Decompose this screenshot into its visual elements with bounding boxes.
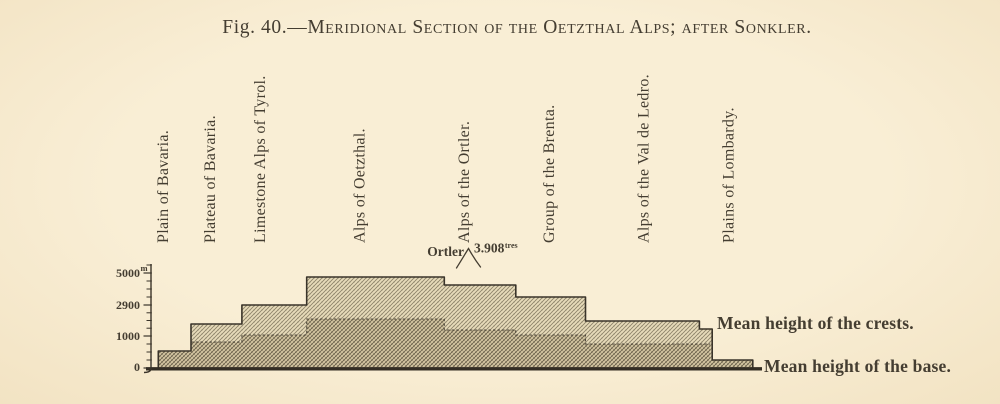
figure-title-main: Meridional Section of the Oetzthal Alps; after Sonkler.	[307, 17, 812, 38]
label-limestone-alps-of-tyrol: Limestone Alps of Tyrol.	[251, 75, 269, 243]
legend-mean-base: Mean height of the base.	[764, 356, 952, 376]
y-tick-5000: 5000	[116, 266, 140, 280]
ortler-height	[474, 241, 518, 256]
figure-number: Fig. 40.—	[222, 17, 308, 38]
ortler-peak-name: Ortler	[427, 244, 464, 259]
label-plain-of-bavaria: Plain of Bavaria.	[155, 129, 172, 243]
y-axis	[116, 263, 152, 374]
label-alps-of-val-de-ledro: Alps of the Val de Ledro.	[635, 74, 653, 243]
y-tick-2900: 2900	[116, 298, 140, 312]
label-alps-of-oetzthal: Alps of Oetzthal.	[351, 128, 369, 243]
region-labels	[155, 74, 737, 243]
ortler-height-unit: tres	[504, 241, 518, 250]
ortler-annotation	[427, 241, 517, 269]
y-tick-0: 0	[134, 360, 140, 374]
y-axis-unit-metres: m	[140, 263, 148, 273]
label-plateau-of-bavaria: Plateau of Bavaria.	[202, 115, 220, 243]
label-group-of-the-brenta: Group of the Brenta.	[541, 104, 558, 243]
y-tick-1000: 1000	[116, 329, 140, 343]
legend-mean-crests: Mean height of the crests.	[717, 313, 914, 333]
figure-title	[222, 17, 811, 38]
label-alps-of-the-ortler: Alps of the Ortler.	[456, 120, 474, 243]
ortler-height-value: 3.908	[474, 240, 505, 256]
label-plains-of-lombardy: Plains of Lombardy.	[720, 107, 738, 243]
